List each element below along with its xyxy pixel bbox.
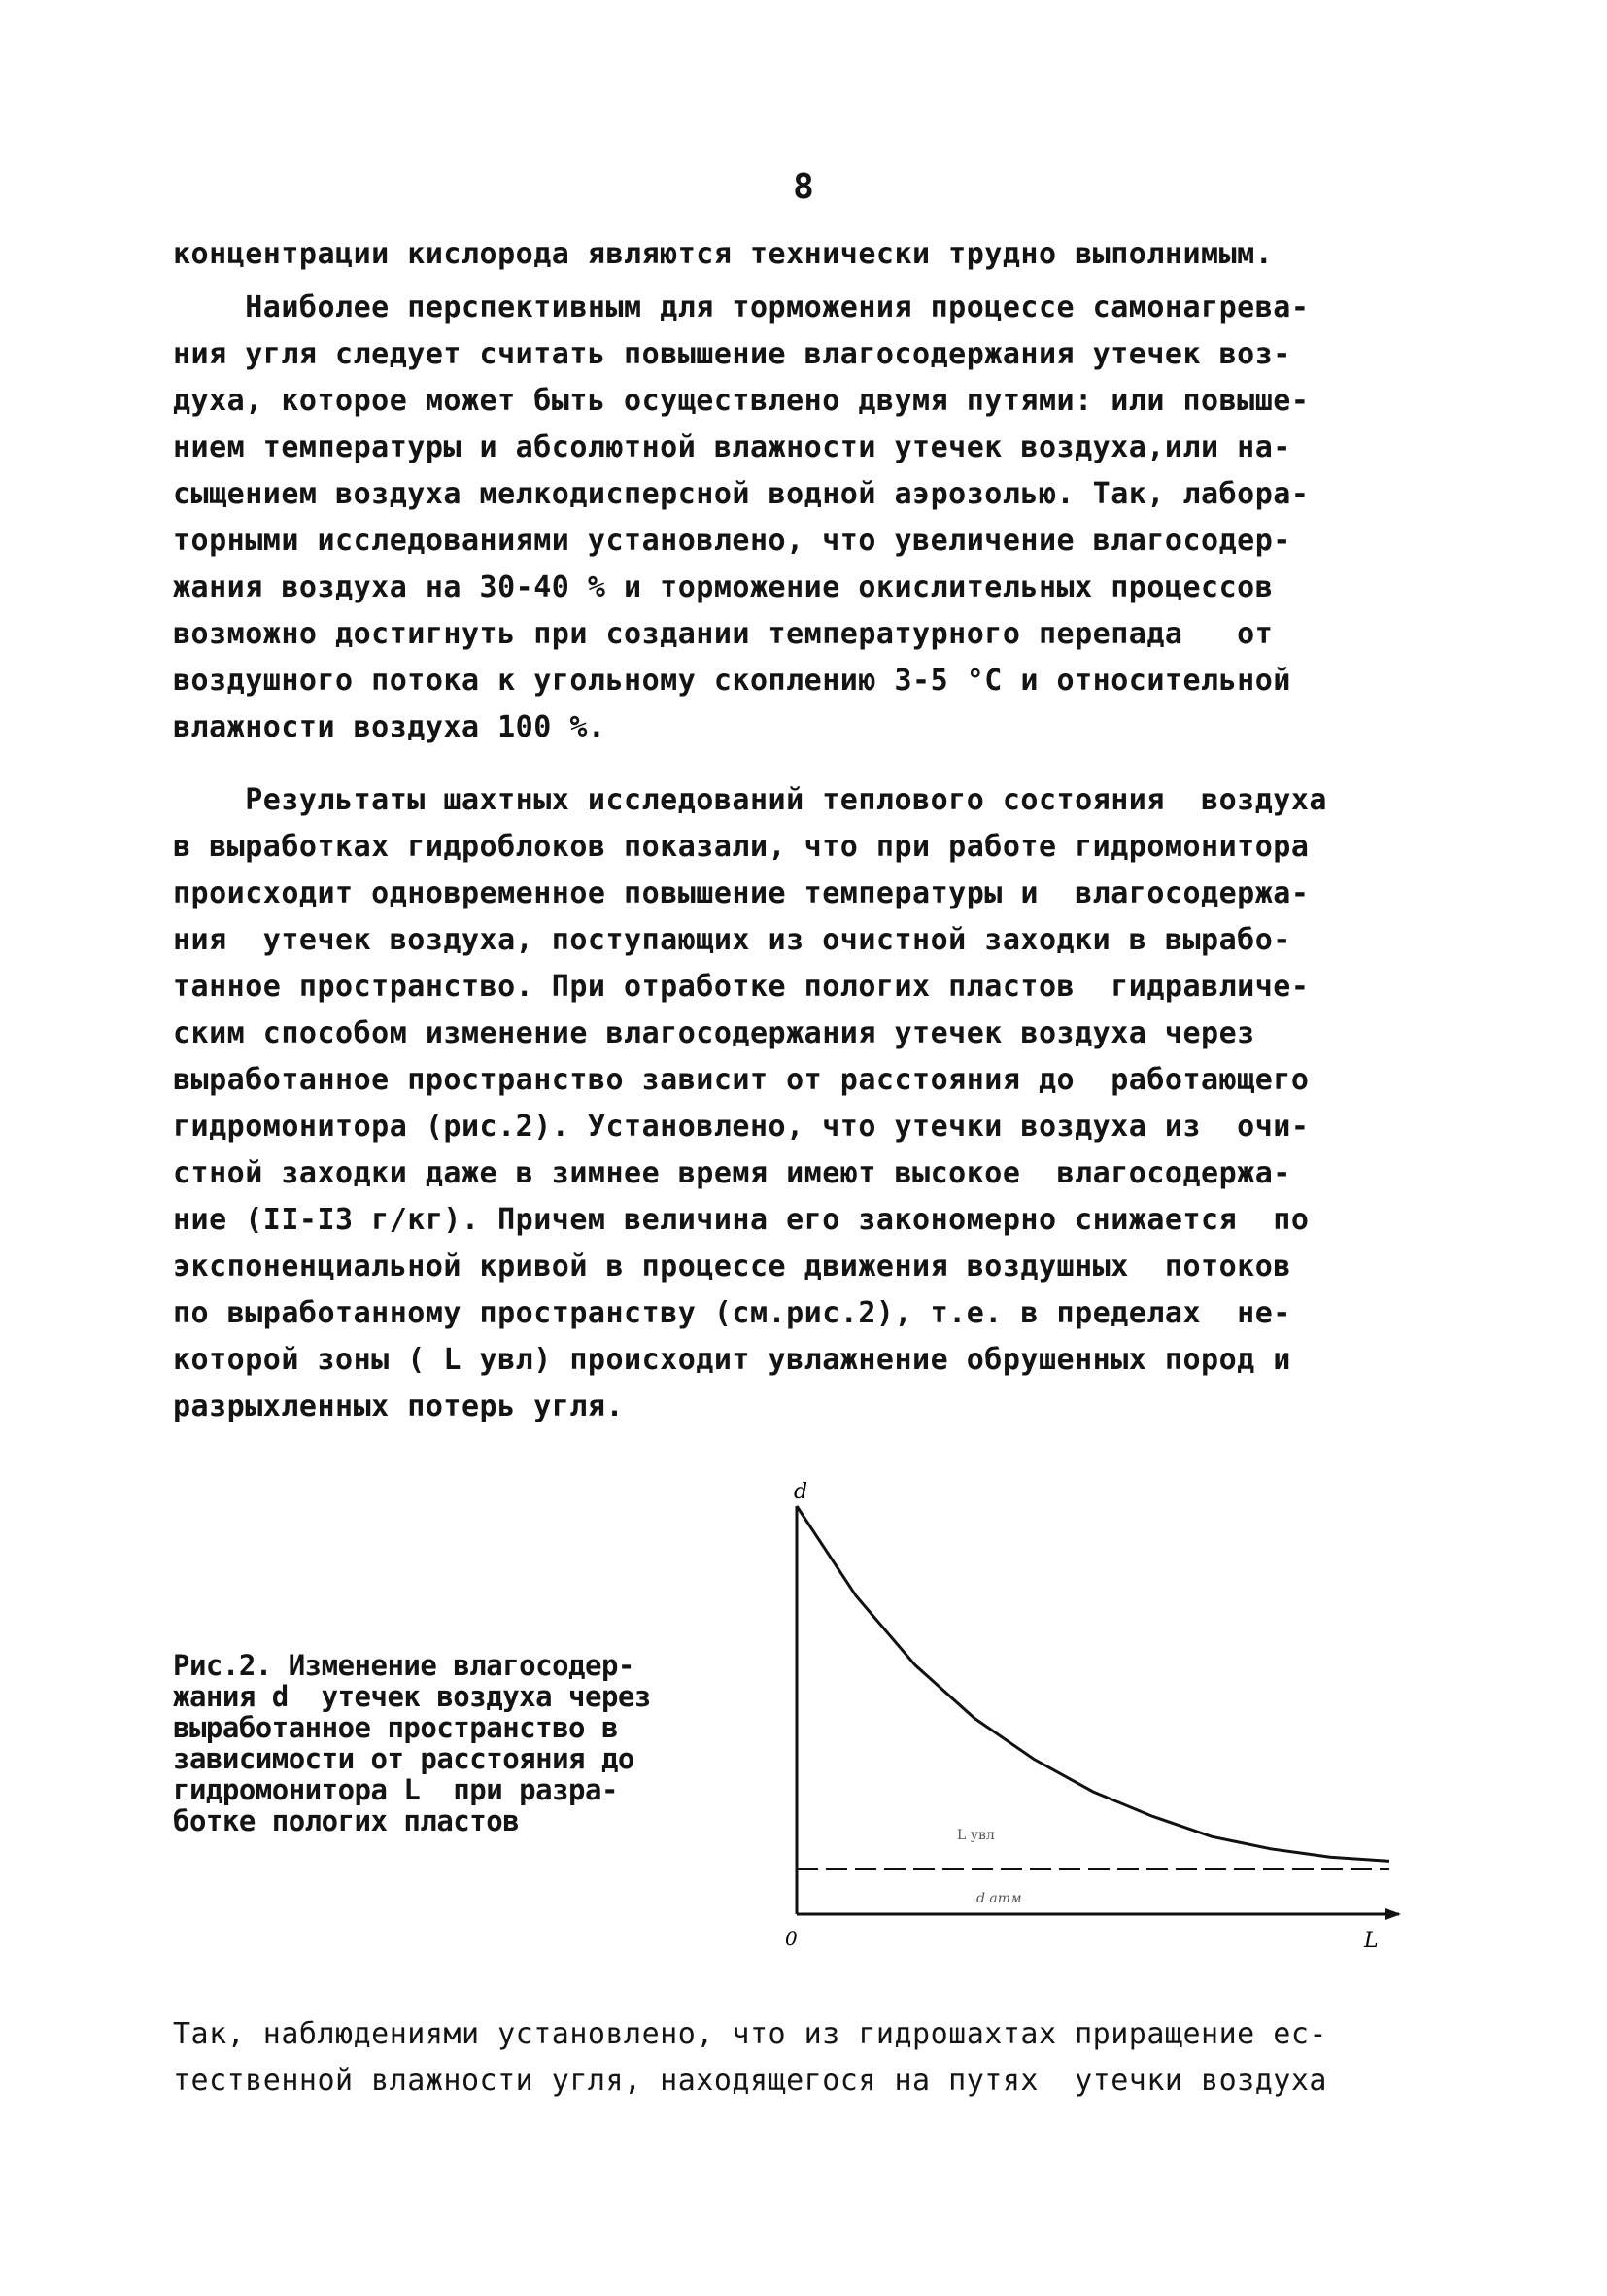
- text-line: торными исследованиями установлено, что увеличение влагосодер-: [173, 524, 1291, 558]
- text-line: ским способом изменение влагосодержания утечек воздуха через: [173, 1016, 1255, 1050]
- text-line: ние (II-I3 г/кг). Причем величина его закономерно снижается по: [173, 1203, 1310, 1237]
- zone-label: L увл: [957, 1828, 995, 1843]
- text-line: в выработках гидроблоков показали, что при работе гидромонитора: [173, 830, 1310, 864]
- text-line: Результаты шахтных исследований теплового состояния воздуха: [173, 783, 1327, 817]
- x-axis-arrow: [1385, 1908, 1401, 1920]
- text-line: влажности воздуха 100 %.: [173, 710, 606, 744]
- paragraph-4: [173, 2011, 1436, 2105]
- caption-line: гидромонитора L при разра-: [173, 1773, 618, 1806]
- x-axis-label: L: [1364, 1929, 1379, 1953]
- page-number: 8: [793, 167, 814, 207]
- baseline-label: d атм: [976, 1891, 1022, 1906]
- text-line: танное пространство. При отработке пологих пластов гидравличе-: [173, 970, 1310, 1004]
- paragraph-2: [173, 285, 1436, 751]
- text-line: сыщением воздуха мелкодисперсной водной аэрозолью. Так, лабора-: [173, 477, 1310, 511]
- text-line: нием температуры и абсолютной влажности утечек воздуха,или на-: [173, 430, 1291, 464]
- text-line: Так, наблюдениями установлено, что из гидрошахтах приращение ес-: [173, 2017, 1327, 2051]
- text-line: духа, которое может быть осуществлено двумя путями: или повыше-: [173, 384, 1310, 418]
- text-line: концентрации кислорода являются технически трудно выполнимым.: [173, 237, 1274, 271]
- chart-svg: [758, 1467, 1438, 1953]
- caption-line: выработанное пространство в: [173, 1711, 618, 1744]
- figure-caption: [173, 1650, 766, 1836]
- figure-2-chart: [758, 1467, 1438, 1957]
- caption-line: Рис.2. Изменение влагосодер-: [173, 1649, 634, 1682]
- series-curve: [797, 1506, 1389, 1861]
- text-line: ния утечек воздуха, поступающих из очистной заходки в вырабо-: [173, 923, 1291, 957]
- origin-label: 0: [785, 1927, 798, 1950]
- text-line: по выработанному пространству (см.рис.2), т.е. в пределах не-: [173, 1296, 1291, 1330]
- text-line: ния угля следует считать повышение влагосодержания утечек воз-: [173, 337, 1291, 371]
- text-line: возможно достигнуть при создании температурного перепада от: [173, 617, 1274, 651]
- text-line: тественной влажности угля, находящегося на путях утечки воздуха: [173, 2064, 1327, 2098]
- paragraph-3: [173, 777, 1436, 1430]
- caption-line: жания d утечек воздуха через: [173, 1680, 651, 1713]
- text-line: выработанное пространство зависит от расстояния до работающего: [173, 1063, 1310, 1097]
- text-line: гидромонитора (рис.2). Установлено, что утечки воздуха из очи-: [173, 1110, 1310, 1144]
- caption-line: ботке пологих пластов: [173, 1804, 520, 1837]
- text-line: стной заходки даже в зимнее время имеют высокое влагосодержа-: [173, 1156, 1291, 1190]
- y-axis-label: d: [793, 1480, 808, 1504]
- paragraph-1: [173, 231, 1436, 278]
- text-line: воздушного потока к угольному скоплению 3-5 °С и относительной: [173, 664, 1291, 698]
- text-line: экспоненциальной кривой в процессе движения воздушных потоков: [173, 1250, 1291, 1284]
- caption-line: зависимости от расстояния до: [173, 1742, 634, 1775]
- text-line: разрыхленных потерь угля.: [173, 1389, 625, 1423]
- text-line: происходит одновременное повышение температуры и влагосодержа-: [173, 876, 1310, 910]
- text-line: Наиболее перспективным для торможения процессе самонагрева-: [173, 291, 1310, 325]
- text-line: которой зоны ( L увл) происходит увлажнение обрушенных пород и: [173, 1343, 1291, 1377]
- text-line: жания воздуха на 30-40 % и торможение окислительных процессов: [173, 570, 1274, 604]
